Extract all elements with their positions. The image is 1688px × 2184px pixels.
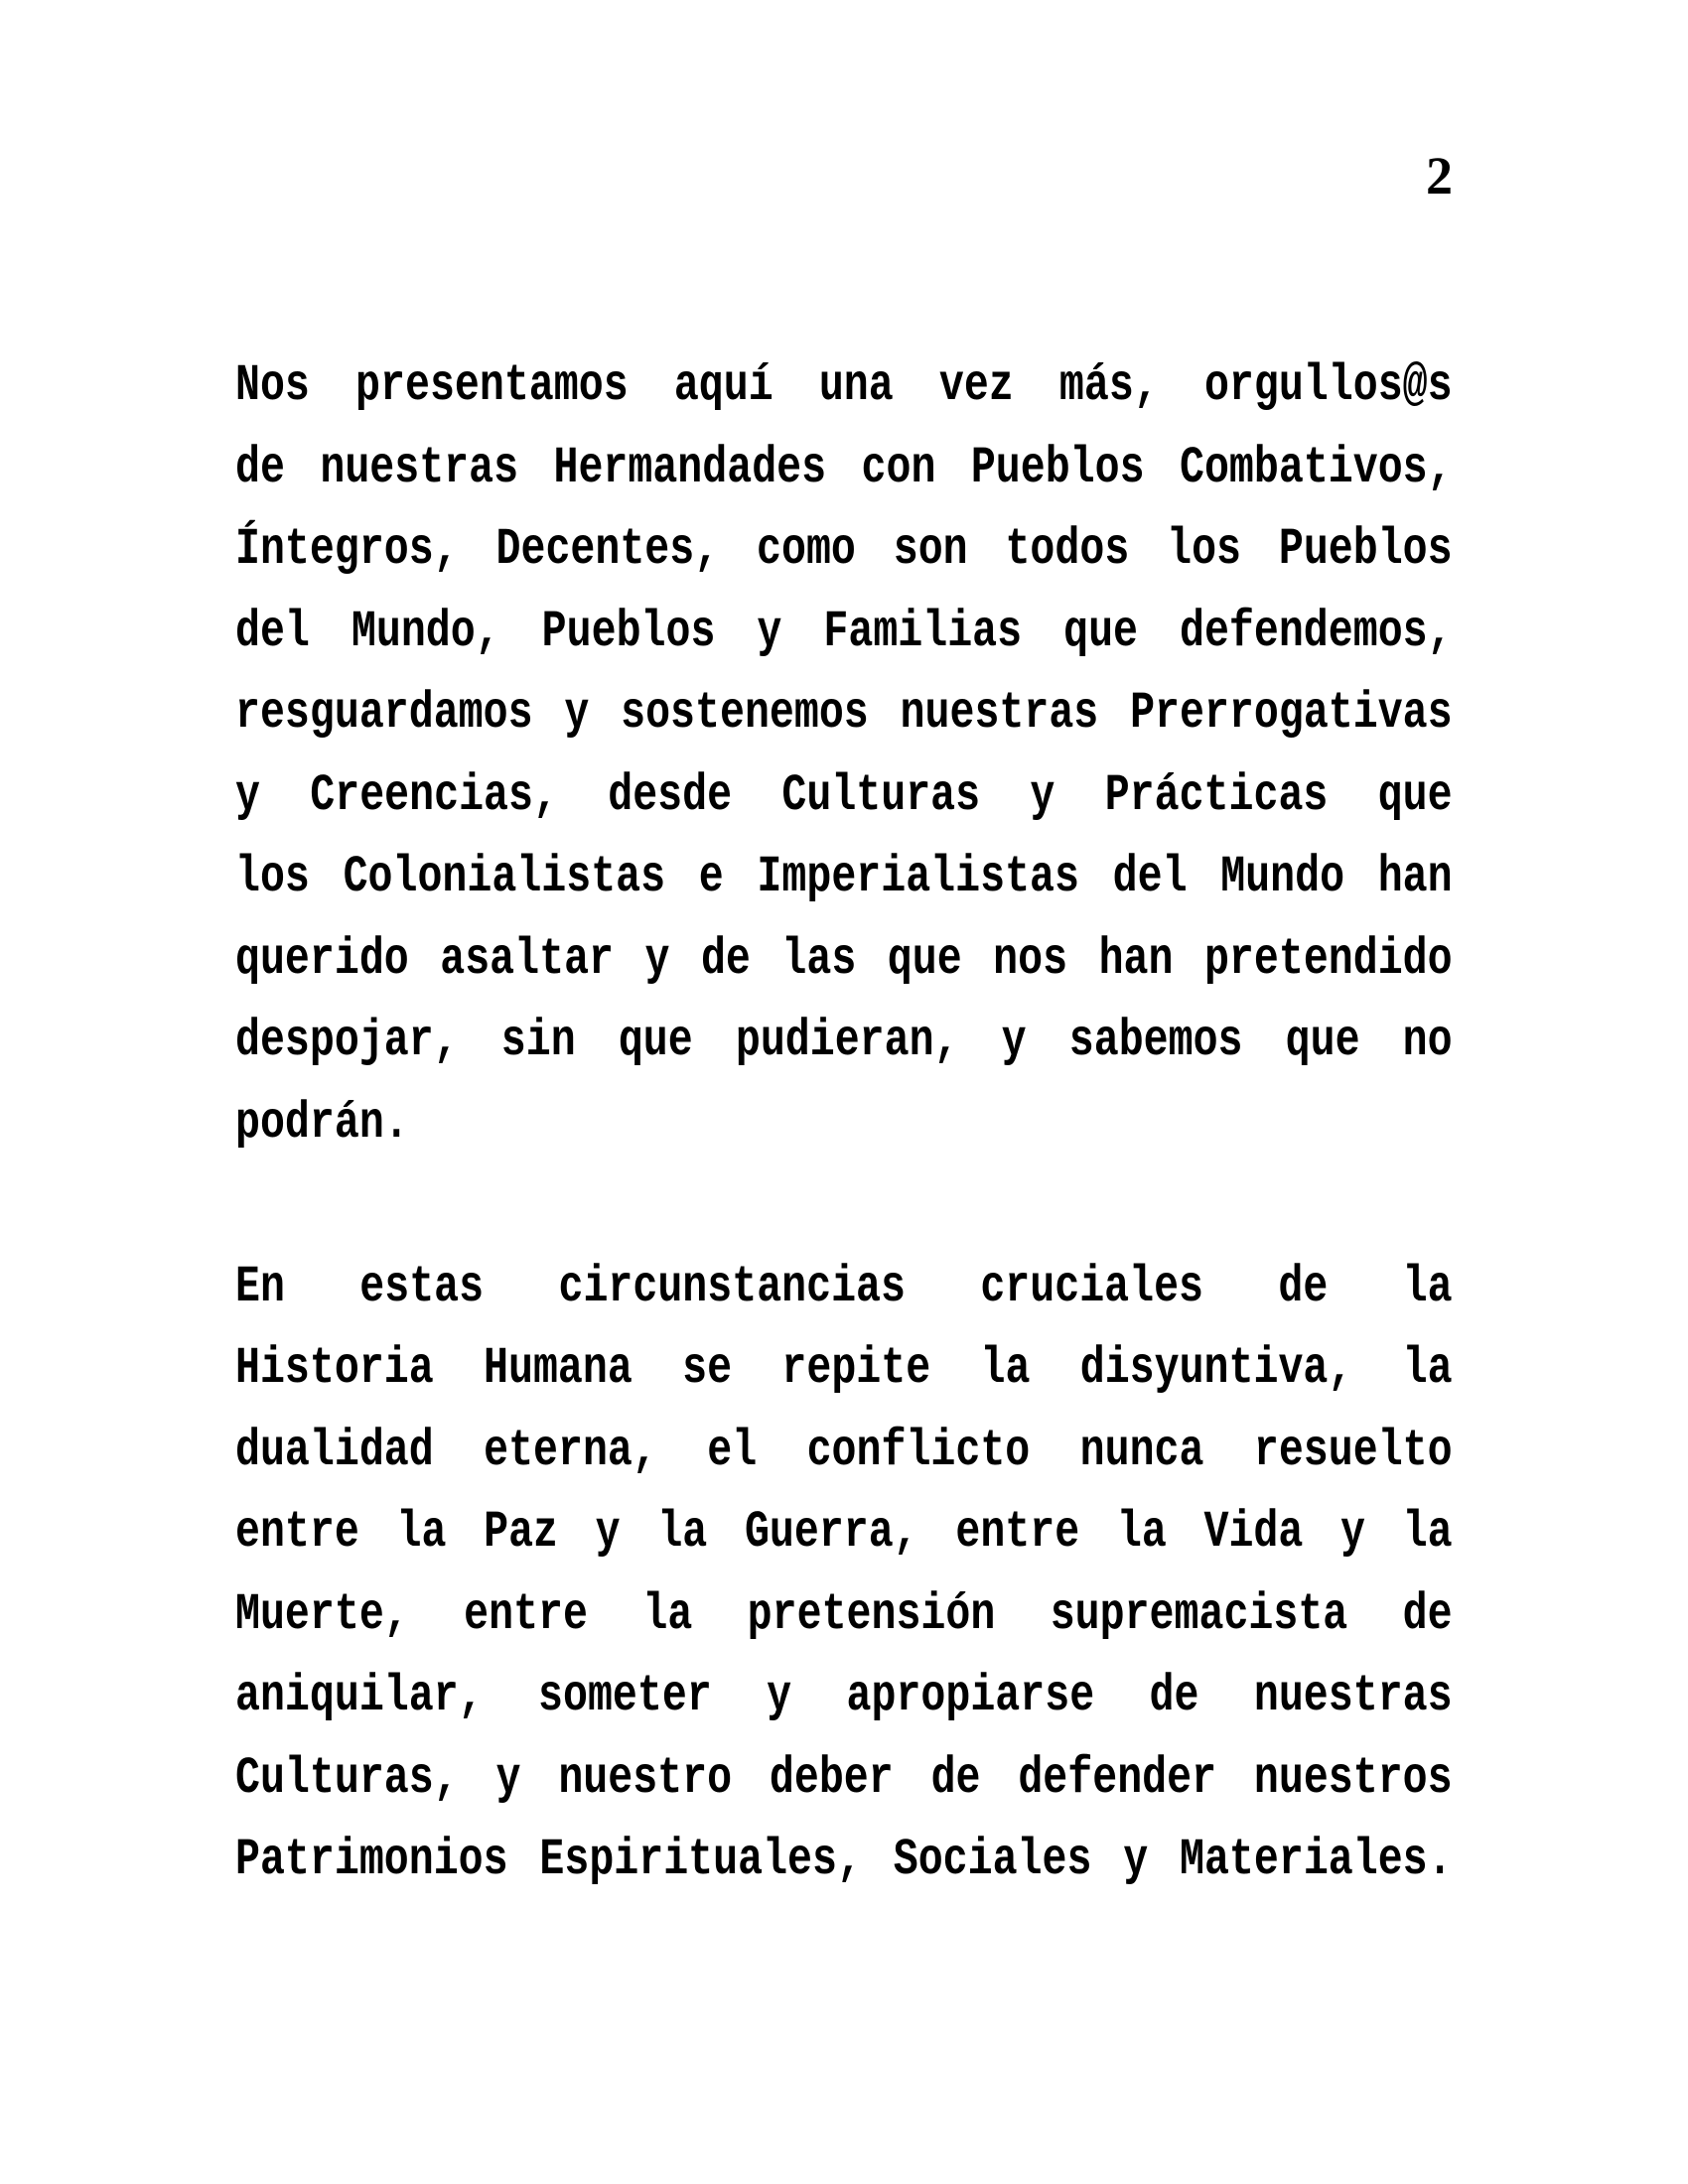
text-line: Patrimonios Espirituales, Sociales y Materiales. (235, 1831, 1453, 1889)
text-line: despojar, sin que pudieran, y sabemos que no (235, 1012, 1453, 1070)
text-line: resguardamos y sostenemos nuestras Prerrogativas (235, 684, 1453, 743)
paragraph-1 (235, 345, 1453, 1164)
text-line: En estas circunstancias cruciales de la (235, 1257, 1453, 1316)
text-line: Historia Humana se repite la disyuntiva, la (235, 1339, 1453, 1398)
document-body (235, 345, 1453, 1902)
text-line: podrán. (235, 1093, 409, 1153)
text-line: Culturas, y nuestro deber de defender nuestros (235, 1748, 1453, 1808)
text-line: Íntegros, Decentes, como son todos los Pueblos (235, 520, 1453, 579)
text-line: aniquilar, someter y apropiarse de nuestras (235, 1667, 1453, 1725)
text-line: dualidad eterna, el conflicto nunca resuelto (235, 1421, 1453, 1480)
text-line: entre la Paz y la Guerra, entre la Vida y la (235, 1503, 1453, 1562)
paragraph-2 (235, 1247, 1453, 1902)
text-line: los Colonialistas e Imperialistas del Mundo han (235, 848, 1453, 906)
text-line: de nuestras Hermandades con Pueblos Combativos, (235, 438, 1453, 497)
text-line: Muerte, entre la pretensión supremacista de (235, 1584, 1453, 1644)
text-line: del Mundo, Pueblos y Familias que defendemos, (235, 602, 1453, 661)
text-line: y Creencias, desde Culturas y Prácticas que (235, 765, 1453, 825)
text-line: querido asaltar y de las que nos han pretendido (235, 929, 1453, 989)
text-line: Nos presentamos aquí una vez más, orgullos@s (235, 356, 1453, 415)
page-number: 2 (1426, 146, 1453, 205)
